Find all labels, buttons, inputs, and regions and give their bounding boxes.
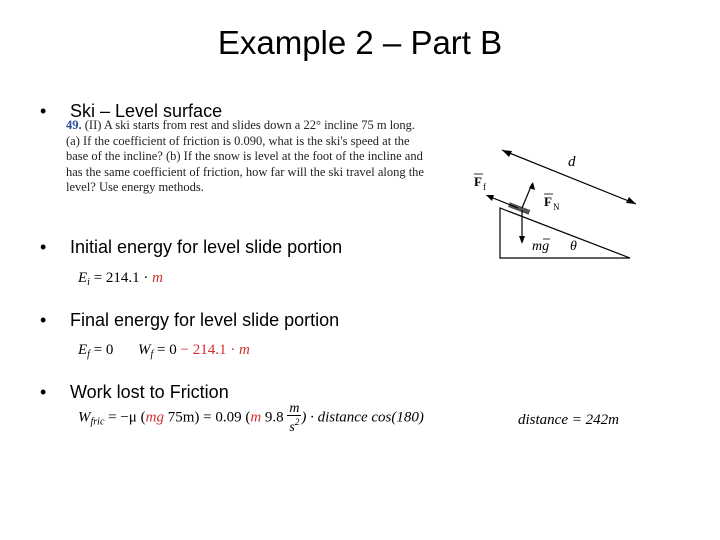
label-normal-sub: N	[553, 202, 560, 212]
label-theta: θ	[570, 239, 577, 254]
problem-statement	[66, 118, 428, 196]
label-friction-sub: f	[483, 182, 486, 192]
equation-friction-work: $W_{fric} = -\mu$ (mg 75m) = 0.09 (m 9.8 $\frac{m}{s^2}$ ) · distance cos(180)	[78, 401, 424, 435]
problem-number: 49.	[66, 118, 82, 132]
bullet-dot: •	[40, 237, 47, 257]
bullet-initial-energy: Initial energy for level slide portion	[70, 237, 343, 257]
bullet-work-friction: Work lost to Friction	[70, 382, 229, 402]
label-friction: F	[474, 174, 482, 189]
bullet-dot: •	[40, 310, 47, 330]
problem-text: (II) A ski starts from rest and slides down a 22° incline 75 m long. (a) If the coefficient of friction is 0.090, what is the ski's speed at the base of the incline? (b) If the snow is level at the foot of the incline and has the same coefficient of friction, how far will the ski travel along the level? Use energy methods.	[66, 118, 424, 194]
label-normal: F	[544, 194, 552, 209]
label-d: d	[568, 154, 576, 170]
bullet-dot: •	[40, 382, 47, 402]
bullet-final-energy: Final energy for level slide portion	[70, 310, 340, 330]
incline-diagram	[470, 140, 640, 265]
bullet-ski-level-surface: Ski – Level surface	[70, 101, 223, 121]
incline-triangle	[500, 208, 630, 258]
equation-final-work: $W_f = 0 - 214.1 \cdot m$	[138, 342, 250, 360]
bullet-dot: •	[40, 101, 47, 121]
page-title: Example 2 – Part B	[217, 24, 503, 61]
label-mg: mg	[532, 239, 550, 254]
equation-distance-result: distance = 242m	[518, 412, 619, 428]
equation-final-energy: $E_f = 0$	[78, 342, 114, 360]
equation-initial-energy: $E_i = 214.1 \cdot m$	[78, 270, 164, 288]
